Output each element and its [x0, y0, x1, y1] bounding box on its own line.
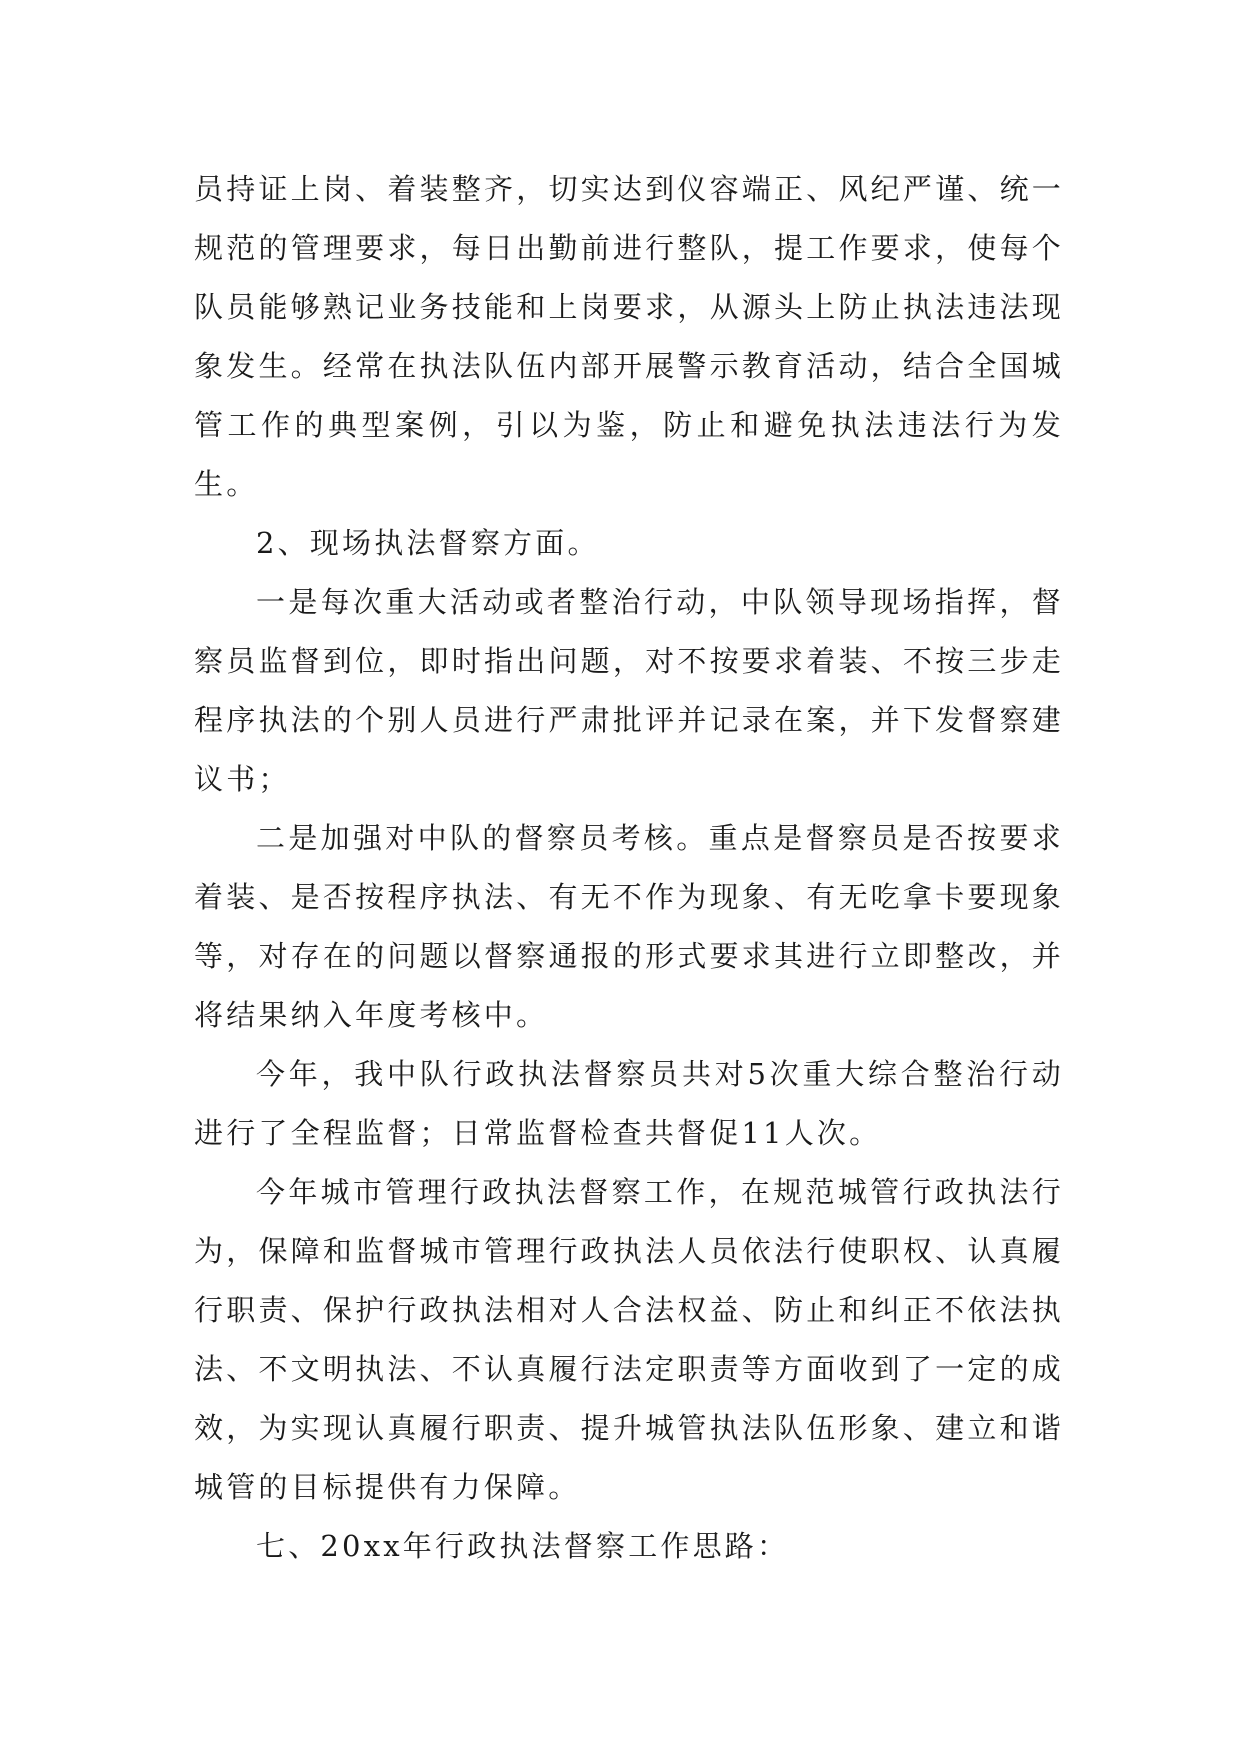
- paragraph-point-one: 一是每次重大活动或者整治行动，中队领导现场指挥，督察员监督到位，即时指出问题，对不按要求着装、不按三步走程序执法的个别人员进行严肃批评并记录在案，并下发督察建议书；: [194, 585, 1064, 796]
- paragraph-continuation: 员持证上岗、着装整齐，切实达到仪容端正、风纪严谨、统一规范的管理要求，每日出勤前进行整队，提工作要求，使每个队员能够熟记业务技能和上岗要求，从源头上防止执法违法现象发生。经常在执法队伍内部开展警示教育活动，结合全国城管工作的典型案例，引以为鉴，防止和避免执法违法行为发生。: [194, 172, 1064, 501]
- document-body: [194, 160, 1064, 1576]
- paragraph-statistics: 今年，我中队行政执法督察员共对5次重大综合整治行动进行了全程监督；日常监督检查共督促11人次。: [194, 1057, 1064, 1150]
- paragraph-next-heading: 七、20xx年行政执法督察工作思路：: [256, 1529, 790, 1563]
- paragraph-summary: 今年城市管理行政执法督察工作，在规范城管行政执法行为，保障和监督城市管理行政执法人员依法行使职权、认真履行职责、保护行政执法相对人合法权益、防止和纠正不依法执法、不文明执法、不认真履行法定职责等方面收到了一定的成效，为实现认真履行职责、提升城管执法队伍形象、建立和谐城管的目标提供有力保障。: [194, 1175, 1064, 1504]
- paragraph-point-two: 二是加强对中队的督察员考核。重点是督察员是否按要求着装、是否按程序执法、有无不作为现象、有无吃拿卡要现象等，对存在的问题以督察通报的形式要求其进行立即整改，并将结果纳入年度考核中。: [194, 821, 1064, 1032]
- paragraph-section-heading: 2、现场执法督察方面。: [256, 526, 600, 560]
